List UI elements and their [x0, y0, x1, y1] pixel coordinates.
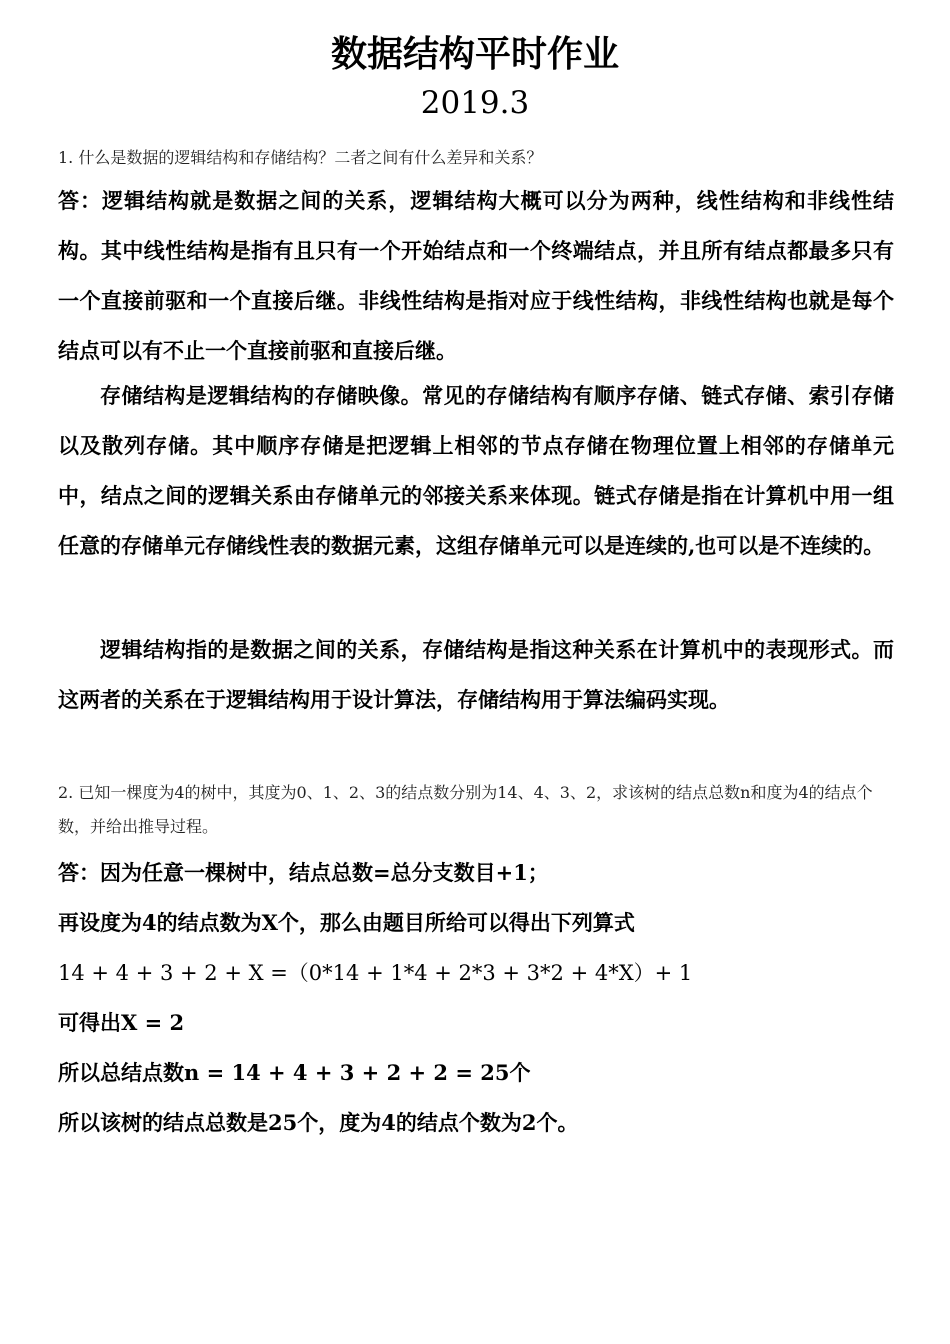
answer-1-paragraph-1: 答：逻辑结构就是数据之间的关系，逻辑结构大概可以分为两种，线性结构和非线性结构。其中线性结构是指有且只有一个开始结点和一个终端结点，并且所有结点都最多只有一个直接前驱和一个直接后继。非线性结构是指对应于线性结构，非线性结构也就是每个结点可以有不止一个直接前驱和直接后继。	[58, 188, 894, 363]
question-2: 2. 已知一棵度为4的树中，其度为0、1、2、3的结点数分别为14、4、3、2，求该树的结点总数n和度为4的结点个数，并给出推导过程。	[58, 783, 873, 836]
document-date: 2019.3	[420, 85, 530, 121]
document-title: 数据结构平时作业	[330, 33, 619, 75]
answer-2-line: 所以该树的结点总数是25个，度为4的结点个数为2个。	[58, 1110, 579, 1135]
answer-2-line: 再设度为4的结点数为X个，那么由题目所给可以得出下列算式	[58, 910, 635, 935]
answer-2	[58, 848, 894, 1148]
answer-2-formula: 14 + 4 + 3 + 2 + X =（0*14 + 1*4 + 2*3 + 3*2 + 4*X）+ 1	[58, 961, 693, 985]
question-1: 1. 什么是数据的逻辑结构和存储结构？二者之间有什么差异和关系？	[58, 148, 543, 167]
answer-1-paragraph-2: 存储结构是逻辑结构的存储映像。常见的存储结构有顺序存储、链式存储、索引存储以及散列存储。其中顺序存储是把逻辑上相邻的节点存储在物理位置上相邻的存储单元中，结点之间的逻辑关系由存储单元的邻接关系来体现。链式存储是指在计算机中用一组任意的存储单元存储线性表的数据元素，这组存储单元可以是连续的,也可以是不连续的。	[58, 383, 894, 558]
answer-2-line: 所以总结点数n = 14 + 4 + 3 + 2 + 2 = 25个	[58, 1060, 531, 1085]
answer-1-paragraph-3: 逻辑结构指的是数据之间的关系，存储结构是指这种关系在计算机中的表现形式。而这两者的关系在于逻辑结构用于设计算法，存储结构用于算法编码实现。	[58, 637, 894, 712]
answer-2-line: 可得出X = 2	[58, 1010, 185, 1035]
answer-2-line: 答：因为任意一棵树中，结点总数=总分支数目+1；	[58, 860, 549, 885]
